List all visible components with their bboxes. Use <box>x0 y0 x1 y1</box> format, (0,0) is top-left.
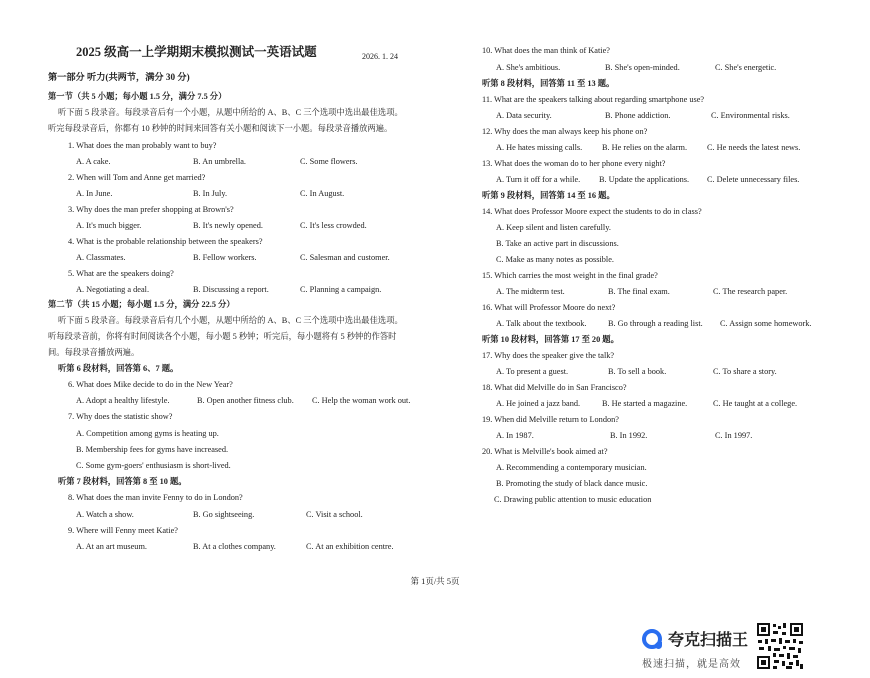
option-c: C. He taught at a college. <box>713 399 798 408</box>
option-b: B. Discussing a report. <box>193 285 269 294</box>
option-b: B. To sell a book. <box>608 367 667 376</box>
option-c: C. Planning a campaign. <box>300 285 382 294</box>
option-b: B. In July. <box>193 189 228 198</box>
qr-code-icon <box>756 622 804 670</box>
question-text: 4. What is the probable relationship between the speakers? <box>68 237 263 246</box>
option-c: C. Make as many notes as possible. <box>496 255 614 264</box>
question-text: 17. Why does the speaker give the talk? <box>482 351 615 360</box>
option-b: B. He started a magazine. <box>602 399 688 408</box>
question-text: 19. When did Melville return to London? <box>482 415 619 424</box>
question-text: 6. What does Mike decide to do in the New Year? <box>68 380 233 389</box>
option-c: C. Some gym-goers' enthusiasm is short-lived. <box>76 461 231 470</box>
option-b: B. Phone addiction. <box>605 111 671 120</box>
section1-instruction: 听下面 5 段录音。每段录音后有一个小题，从题中所给的 A、B、C 三个选项中选出最佳选项。 <box>58 108 403 117</box>
option-b: B. Take an active part in discussions. <box>496 239 619 248</box>
page-title: 2025 级高一上学期期末模拟测试一英语试题 <box>76 45 317 59</box>
exam-date: 2026. 1. 24 <box>362 52 398 61</box>
option-c: C. Some flowers. <box>300 157 358 166</box>
option-a: A. The midterm test. <box>496 287 565 296</box>
option-c: C. Salesman and customer. <box>300 253 390 262</box>
question-text: 13. What does the woman do to her phone every night? <box>482 159 666 168</box>
question-text: 2. When will Tom and Anne get married? <box>68 173 206 182</box>
option-c: C. At an exhibition centre. <box>306 542 394 551</box>
option-b: B. Fellow workers. <box>193 253 257 262</box>
option-c: C. It's less crowded. <box>300 221 367 230</box>
option-c: C. Delete unnecessary files. <box>707 175 800 184</box>
option-a: A. In 1987. <box>496 431 534 440</box>
option-c: C. In August. <box>300 189 345 198</box>
option-a: A. In June. <box>76 189 113 198</box>
scanner-slogan: 极速扫描，就是高效 <box>642 659 741 670</box>
section1-instruction: 听完每段录音后，你都有 10 秒钟的时间来回答有关小题和阅读下一小题。每段录音播放两遍。 <box>48 124 393 133</box>
question-text: 16. What will Professor Moore do next? <box>482 303 616 312</box>
option-b: B. Promoting the study of black dance music. <box>496 479 648 488</box>
material-note: 听第 9 段材料，回答第 14 至 16 题。 <box>482 191 615 200</box>
material-note: 听第 8 段材料，回答第 11 至 13 题。 <box>482 79 615 88</box>
question-text: 1. What does the man probably want to buy? <box>68 141 217 150</box>
question-text: 9. Where will Fenny meet Katie? <box>68 526 178 535</box>
option-a: A. He hates missing calls. <box>496 143 583 152</box>
section2-instruction: 间。每段录音播放两遍。 <box>48 348 140 357</box>
question-text: 7. Why does the statistic show? <box>68 412 173 421</box>
option-a: A. Competition among gyms is heating up. <box>76 429 219 438</box>
option-c: C. Visit a school. <box>306 510 363 519</box>
option-c: C. The research paper. <box>713 287 788 296</box>
question-text: 5. What are the speakers doing? <box>68 269 174 278</box>
question-text: 11. What are the speakers talking about regarding smartphone use? <box>482 95 705 104</box>
question-text: 10. What does the man think of Katie? <box>482 46 610 55</box>
option-a: A. Data security. <box>496 111 552 120</box>
option-b: B. An umbrella. <box>193 157 247 166</box>
option-b: B. She's open-minded. <box>605 63 680 72</box>
option-a: A. Talk about the textbook. <box>496 319 587 328</box>
option-a: A. Negotiating a deal. <box>76 285 150 294</box>
option-a: A. Watch a show. <box>76 510 134 519</box>
option-a: A. She's ambitious. <box>496 63 561 72</box>
option-a: A. Turn it off for a while. <box>496 175 581 184</box>
option-a: A. Keep silent and listen carefully. <box>496 223 611 232</box>
option-c: C. She's energetic. <box>715 63 777 72</box>
option-b: B. Open another fitness club. <box>197 396 294 405</box>
option-a: A. Classmates. <box>76 253 126 262</box>
question-text: 20. What is Melville's book aimed at? <box>482 447 608 456</box>
option-a: A. He joined a jazz band. <box>496 399 581 408</box>
question-text: 14. What does Professor Moore expect the students to do in class? <box>482 207 702 216</box>
question-text: 3. Why does the man prefer shopping at Brown's? <box>68 205 234 214</box>
section2-heading: 第二节（共 15 小题；每小题 1.5 分，满分 22.5 分） <box>48 300 235 309</box>
material-note: 听第 6 段材料，回答第 6、7 题。 <box>58 364 179 373</box>
option-c: C. He needs the latest news. <box>707 143 801 152</box>
option-b: B. The final exam. <box>608 287 670 296</box>
option-c: C. Drawing public attention to music education <box>494 495 652 504</box>
option-c: C. Help the woman work out. <box>312 396 411 405</box>
option-b: B. It's newly opened. <box>193 221 263 230</box>
question-text: 12. Why does the man always keep his phone on? <box>482 127 648 136</box>
scanner-brand-name: 夸克扫描王 <box>668 630 749 649</box>
option-a: A. A cake. <box>76 157 111 166</box>
section2-instruction: 听每段录音前，你将有时间阅读各个小题，每小题 5 秒钟；听完后，每小题将有 5 秒钟的作答时 <box>48 332 397 341</box>
option-c: C. Environmental risks. <box>711 111 790 120</box>
option-b: B. In 1992. <box>610 431 648 440</box>
option-b: B. Membership fees for gyms have increased. <box>76 445 229 454</box>
option-a: A. Adopt a healthy lifestyle. <box>76 396 170 405</box>
option-a: A. At an art museum. <box>76 542 147 551</box>
option-b: B. Update the applications. <box>599 175 690 184</box>
option-b: B. At a clothes company. <box>193 542 276 551</box>
scanner-logo-icon <box>642 629 662 649</box>
option-b: B. Go through a reading list. <box>608 319 703 328</box>
option-c: C. In 1997. <box>715 431 753 440</box>
option-a: A. To present a guest. <box>496 367 569 376</box>
page-number: 第 1页/共 5页 <box>410 576 460 586</box>
question-text: 18. What did Melville do in San Francisco? <box>482 383 627 392</box>
question-text: 8. What does the man invite Fenny to do in London? <box>68 493 243 502</box>
part-heading: 第一部分 听力(共两节，满分 30 分) <box>48 72 190 82</box>
option-c: C. To share a story. <box>713 367 777 376</box>
option-c: C. Assign some homework. <box>720 319 812 328</box>
section2-instruction: 听下面 5 段录音。每段录音后有几个小题，从题中所给的 A、B、C 三个选项中选出最佳选项。 <box>58 316 403 325</box>
option-a: A. It's much bigger. <box>76 221 142 230</box>
option-b: B. Go sightseeing. <box>193 510 255 519</box>
material-note: 听第 7 段材料，回答第 8 至 10 题。 <box>58 477 187 486</box>
option-b: B. He relies on the alarm. <box>602 143 688 152</box>
section1-heading: 第一节（共 5 小题；每小题 1.5 分，满分 7.5 分） <box>48 92 227 101</box>
material-note: 听第 10 段材料，回答第 17 至 20 题。 <box>482 335 619 344</box>
question-text: 15. Which carries the most weight in the final grade? <box>482 271 658 280</box>
scanner-watermark <box>642 627 762 673</box>
option-a: A. Recommending a contemporary musician. <box>496 463 647 472</box>
